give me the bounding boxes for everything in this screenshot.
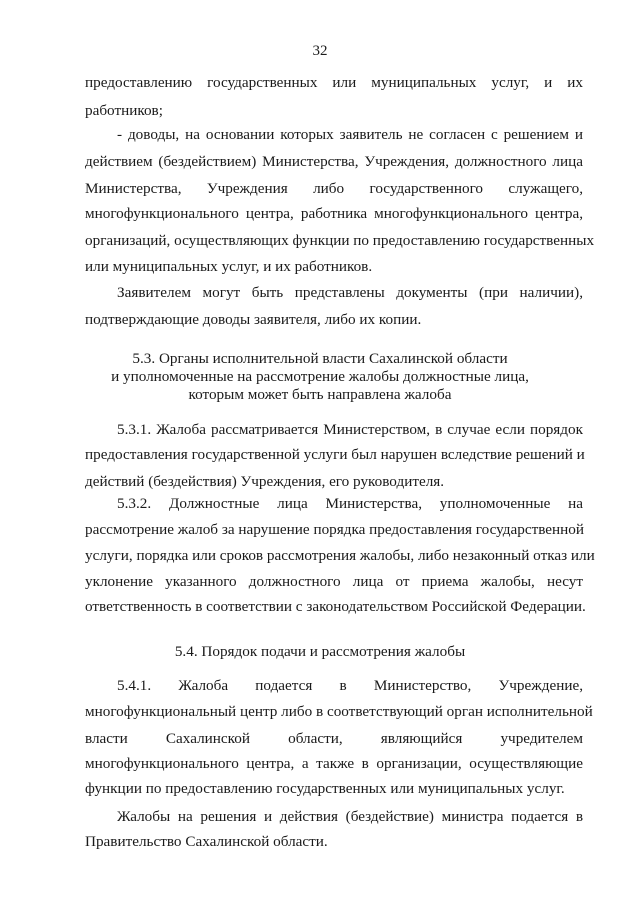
text-line: 5.4.1. Жалоба подается в Министерство, Учреждение, (117, 677, 583, 694)
text-line: Правительство Сахалинской области. (85, 833, 328, 850)
text-line: многофункционального центра, работника многофункционального центра, (85, 205, 583, 222)
text-line: подтверждающие доводы заявителя, либо их копии. (85, 311, 422, 328)
text-line: власти Сахалинской области, являющийся учредителем (85, 730, 583, 747)
text-line: многофункционального центра, а также в организации, осуществляющие (85, 755, 583, 772)
text-line: функции по предоставлению государственных или муниципальных услуг. (85, 780, 565, 797)
text-line: работников; (85, 102, 163, 119)
text-line: или муниципальных услуг, и их работников. (85, 258, 373, 275)
text-line: ответственность в соответствии с законодательством Российской Федерации. (85, 598, 586, 615)
text-line: предоставления государственной услуги был нарушен вследствие решений и (85, 446, 585, 463)
text-line: предоставлению государственных или муниципальных услуг, и их (85, 74, 583, 91)
section-heading: 5.3. Органы исполнительной власти Сахалинской области (132, 350, 508, 367)
text-line: действий (бездействия) Учреждения, его руководителя. (85, 473, 445, 490)
text-line: организаций, осуществляющих функции по предоставлению государственных (85, 232, 595, 249)
text-line: - доводы, на основании которых заявитель не согласен с решением и (117, 126, 583, 143)
text-line: Министерства, Учреждения либо государственного служащего, (85, 180, 583, 197)
text-line: Заявителем могут быть представлены документы (при наличии), (117, 284, 583, 301)
page-number: 32 (312, 43, 328, 59)
text-line: уклонение указанного должностного лица от приема жалобы, несут (85, 573, 583, 590)
section-heading: 5.4. Порядок подачи и рассмотрения жалобы (174, 643, 466, 660)
text-line: рассмотрение жалоб за нарушение порядка предоставления государственной (85, 521, 585, 538)
section-heading: которым может быть направлена жалоба (188, 386, 452, 403)
text-line: Жалобы на решения и действия (бездействие) министра подается в (117, 808, 583, 825)
text-line: 5.3.1. Жалоба рассматривается Министерством, в случае если порядок (117, 421, 583, 438)
text-line: 5.3.2. Должностные лица Министерства, уполномоченные на (117, 495, 583, 512)
section-heading: и уполномоченные на рассмотрение жалобы должностные лица, (111, 368, 529, 385)
text-line: услуги, порядка или сроков рассмотрения жалобы, либо незаконный отказ или (85, 547, 595, 564)
text-line: действием (бездействием) Министерства, Учреждения, должностного лица (85, 153, 583, 170)
text-line: многофункциональный центр либо в соответствующий орган исполнительной (85, 703, 593, 720)
